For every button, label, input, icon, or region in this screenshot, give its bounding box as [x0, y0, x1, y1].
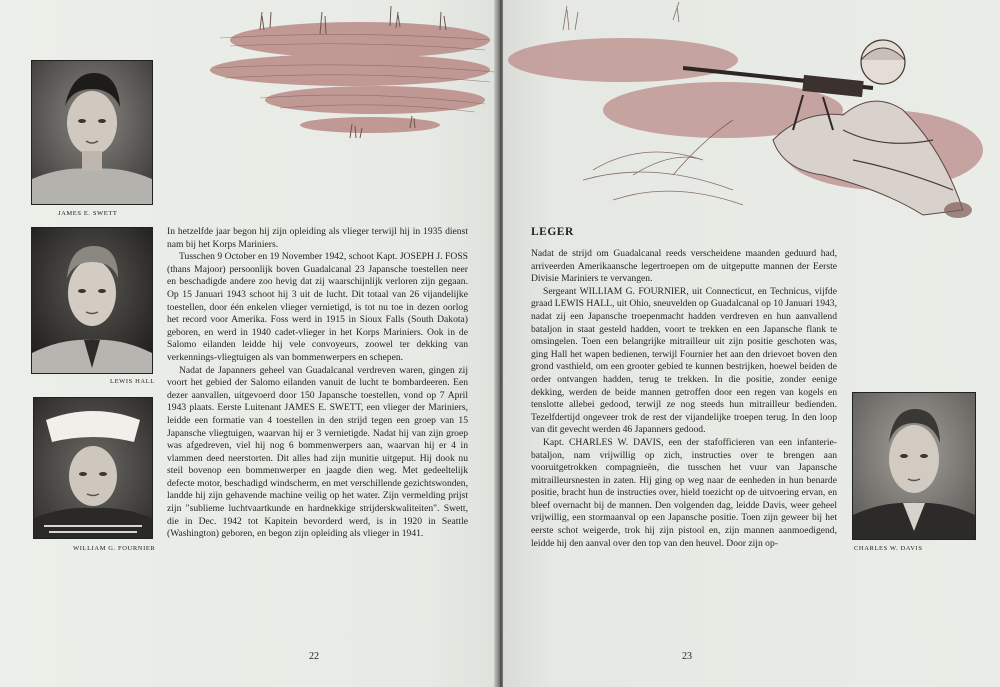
left-paragraph: In hetzelfde jaar begon hij zijn opleiding als vlieger terwijl hij in 1935 dienst nam bij het Korps Mariniers.	[167, 226, 468, 250]
landscape-illustration	[200, 0, 497, 150]
right-body-text	[531, 248, 837, 550]
left-page	[0, 0, 497, 687]
right-paragraph: Kapt. CHARLES W. DAVIS, een der stafofficieren van een infanterie-bataljon, nam vrijwillig op zich, instructies over te brengen aan vooruitgetrokken compagnieën, die tusschen het vuur van Japansche mitrailleursnesten in zaten. Hij ging op weg naar de eenheden in hun benarde positie, bracht hun de instructies over, hield toezicht op de uitvoering ervan, en bleef overnacht bij de mannen. Den volgenden dag, leidde Davis, weer geheel vrijwillig, een stormaanval op een Japansche positie. Toen zijn geweer bij het eerste schot weigerde, trok hij zijn pistool en, zijn mannen aanmoedigend, leidde hij den aanval over den top van den heuvel. Door zijn op-	[531, 436, 837, 549]
soldier-machine-gun-illustration	[503, 0, 1000, 230]
page-number-right: 23	[682, 651, 692, 662]
portrait-william-fournier	[33, 397, 153, 539]
section-heading-leger: LEGER	[531, 226, 574, 238]
portrait-lewis-hall	[31, 227, 153, 374]
right-paragraph: Sergeant WILLIAM G. FOURNIER, uit Connecticut, en Technicus, vijfde graad LEWIS HALL, uit Ohio, sneuvelden op Guadalcanal op 10 Januari 1943, nadat zij een Japansche troepenmacht hadden verdreven en hun aanvallend bataljon in staat gesteld hadden, voort te trekken en een Japansche flank te omsingelen. Toen een belangrijke mitrailleur uit zijn positie geschoten was, ging Hall het wapen bedienen, terwijl Fournier het aan den drievoet boven den grond vasthield, om een grooter gebied te kunnen bestrijken, hoewel beiden de order ontvangen hadden, terug te trekken. In die positie, zonder eenige dekking, werden de beide mannen getroffen door een regen van kogels en tenslotte allebei gedood, terwijl ze nog steeds hun mitrailleur bedienden. Tezelfdertijd ongeveer trok de rest der vijandelijke troepen terug. In den loop van dit gevecht werden 46 Japanners gedood.	[531, 285, 837, 436]
caption-charles-davis: CHARLES W. DAVIS	[854, 545, 923, 552]
left-body-text	[167, 226, 468, 541]
page-number-left: 22	[309, 651, 319, 662]
caption-james-swett: JAMES E. SWETT	[58, 210, 118, 217]
left-paragraph: Tusschen 9 October en 19 November 1942, schoot Kapt. JOSEPH J. FOSS (thans Majoor) persoonlijk boven Guadalcanal 23 Japansche toestellen neer en beschadigde andere zoo hevig dat zij waarschijnlijk verloren zijn gegaan. Op 15 Januari 1943 schoot hij 3 uit de lucht. Dit totaal van 26 vijandelijke toestellen, door één enkelen vlieger vernietigd, is tot nu toe in dezen oorlog het record voor Amerika. Foss werd in 1915 in Sioux Falls (South Dakota) geboren, en werd in 1940 cadet-vlieger in het Korps Mariniers. Ook in de Salomo eilanden leidde hij vele convoyeurs, zoowel ter dekking van verkennings-vliegtuigen als van bommenwerpers en schepen.	[167, 251, 468, 363]
portrait-james-swett	[31, 60, 153, 205]
right-page	[503, 0, 1000, 687]
right-paragraph: Nadat de strijd om Guadalcanal reeds verscheidene maanden geduurd had, arriveerden Amerikaansche legertroepen om de uitgeputte mannen der Eerste Divisie Mariniers te vervangen.	[531, 248, 837, 285]
caption-william-fournier: WILLIAM G. FOURNIER	[73, 545, 156, 552]
left-paragraph: Nadat de Japanners geheel van Guadalcanal verdreven waren, gingen zij voort het gebied der Salomo eilanden vanuit de lucht te bombardeeren. Een dezer aanvallen, uitgevoerd door 150 Japansche toestellen, vond op 7 April 1943 plaats. Eerste Luitenant JAMES E. SWETT, een vlieger der Mariniers, leidde een formatie van 4 toestellen in den strijd tegen een groep van 15 Japansche vliegtuigen, waarvan hij er 3 vernietigde. Nadat hij van zijn groep was afgedreven, viel hij nog 6 bommenwerpers aan, waarvan hij er 4 in vlammen deed neerstorten. Dit alles had zijn munitie uitgeput. Hij dook nu steil bovenop een bommenwerper en jaagde dien weg. Met gedeeltelijk defecte motor, beschadigd windscherm, en met verschillende gezichtswonden, landde hij zijn gehavende machine veilig op het water. Zijn vermelding prijst zijn "sublieme luchtvaartkunde en hardnekkige strijderskwaliteiten". Swett, die in Dec. 1942 tot Kapitein bevorderd werd, is in 1920 in Seattle (Washington) geboren, en begon zijn opleiding als vlieger in 1941.	[167, 364, 468, 540]
portrait-charles-davis	[852, 392, 976, 540]
caption-lewis-hall: LEWIS HALL	[110, 378, 155, 385]
